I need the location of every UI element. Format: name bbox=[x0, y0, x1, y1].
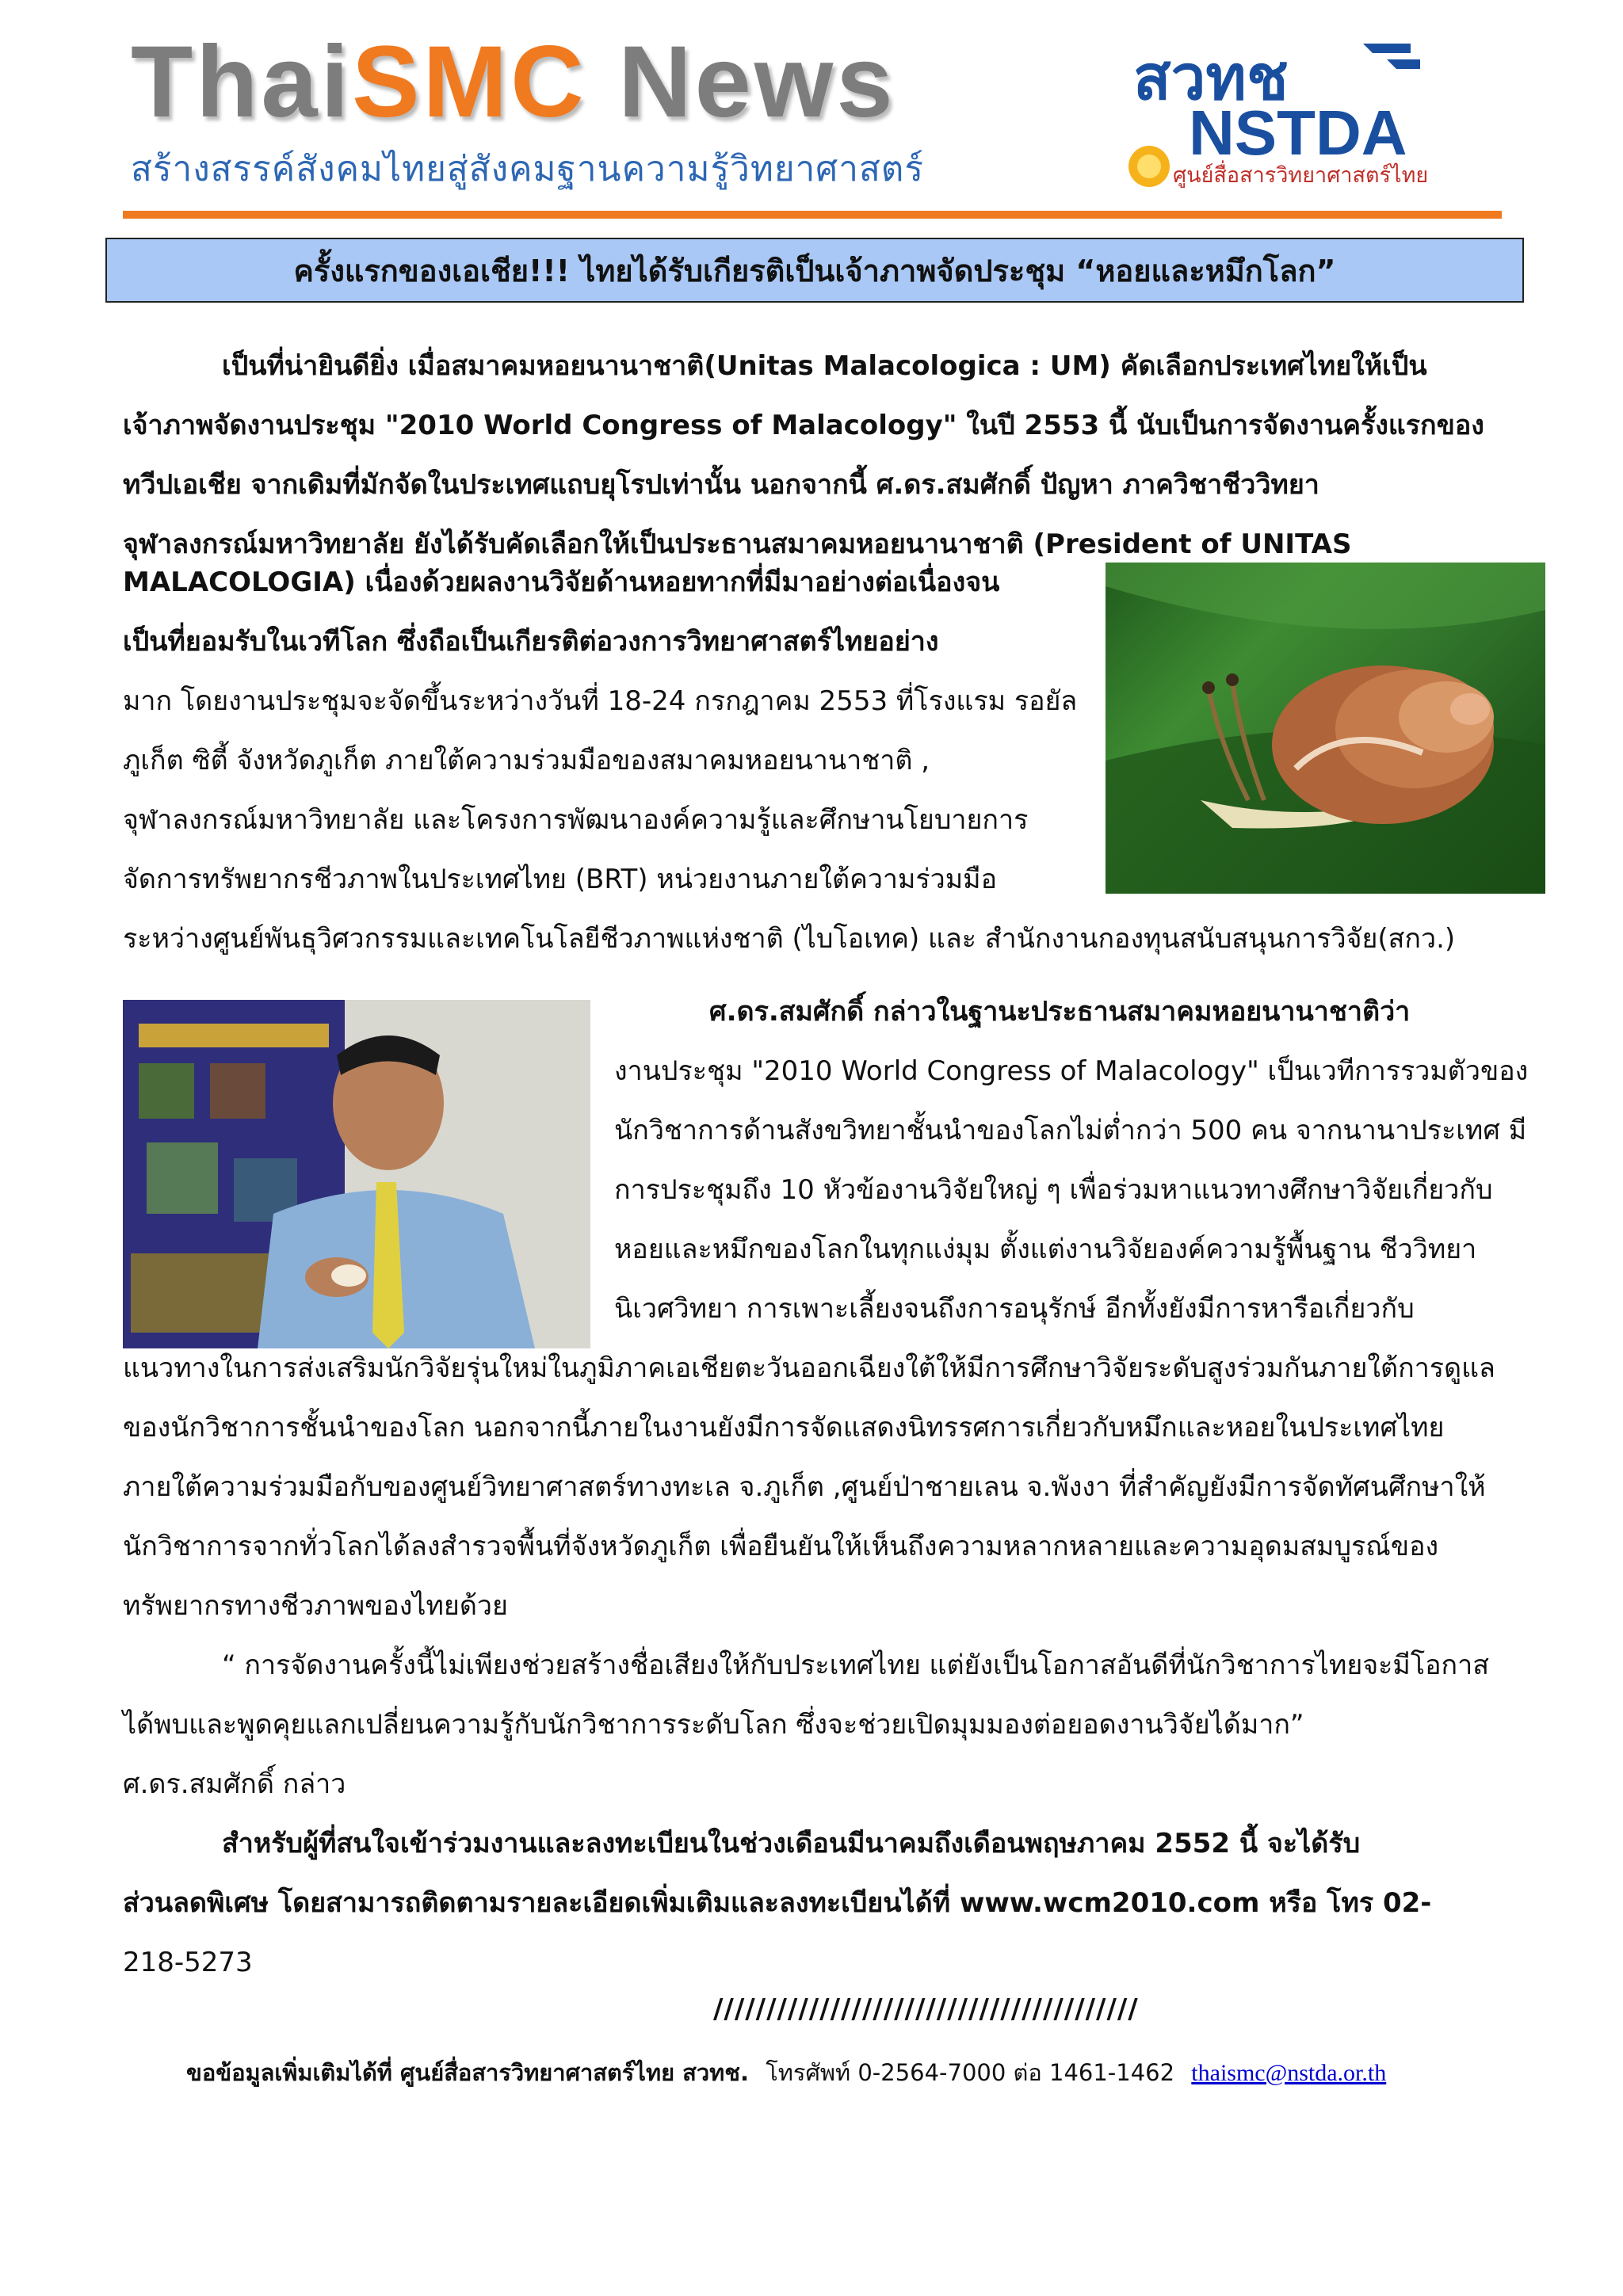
newsletter-logo: ThaiSMC News bbox=[131, 25, 896, 139]
text-line: MALACOLOGIA) เนื่องด้วยผลงานวิจัยด้านหอยทากที่มีมาอย่างต่อเนื่องจน bbox=[123, 566, 1000, 598]
text-line: ส่วนลดพิเศษ โดยสามารถติดตามรายละเอียดเพิ่มเติมและลงทะเบียนได้ที่ www.wcm2010.com หรือ โทร 02- bbox=[123, 1887, 1432, 1919]
text-line: งานประชุม "2010 World Congress of Malacology" เป็นเวทีการรวมตัวของ bbox=[614, 1055, 1529, 1087]
text-line: จุฬาลงกรณ์มหาวิทยาลัย ยังได้รับคัดเลือกให้เป็นประธานสมาคมหอยนานาชาติ (President of UNITAS bbox=[123, 528, 1352, 560]
professor-photo bbox=[123, 1000, 590, 1348]
footer-phone: โทรศัพท์ 0-2564-7000 ต่อ 1461-1462 bbox=[766, 2059, 1175, 2086]
text-line: นักวิชาการจากทั่วโลกได้ลงสำรวจพื้นที่จังหวัดภูเก็ต เพื่อยืนยันให้เห็นถึงความหลากหลายและความอุดมสมบูรณ์ของ bbox=[123, 1531, 1439, 1562]
text-line: เป็นที่ยอมรับในเวทีโลก ซึ่งถือเป็นเกียรติต่อวงการวิทยาศาสตร์ไทยอย่าง bbox=[123, 626, 939, 658]
text-line: เป็นที่น่ายินดียิ่ง เมื่อสมาคมหอยนานาชาติ(Unitas Malacologica : UM) คัดเลือกประเทศไทยให้เป็น bbox=[222, 350, 1427, 382]
paragraph-quote-intro bbox=[614, 982, 1545, 1339]
text-line: แนวทางในการส่งเสริมนักวิจัยรุ่นใหม่ในภูมิภาคเอเชียตะวันออกเฉียงใต้ให้มีการศึกษาวิจัยระดับสูงร่วมกันภายใต้การดูแล bbox=[123, 1352, 1495, 1384]
separator: //////////////////////////////////////// bbox=[713, 1993, 1139, 2025]
text-line: เจ้าภาพจัดงานประชุม "2010 World Congress of Malacology" ในปี 2553 นี้ นับเป็นการจัดงานครั้งแรกของ bbox=[123, 410, 1484, 441]
text-line: นักวิชาการด้านสังขวิทยาชั้นนำของโลกไม่ต่ำกว่า 500 คน จากนานาประเทศ มี bbox=[614, 1115, 1527, 1146]
org-logo-en: NSTDA bbox=[1189, 97, 1407, 168]
article-title: ครั้งแรกของเอเชีย!!! ไทยได้รับเกียรติเป็นเจ้าภาพจัดประชุม “หอยและหมึกโลก” bbox=[105, 238, 1524, 303]
newsletter-tagline: สร้างสรรค์สังคมไทยสู่สังคมฐานความรู้วิทยาศาสตร์ bbox=[131, 149, 925, 189]
nstda-logo bbox=[1125, 36, 1537, 194]
text-line: มาก โดยงานประชุมจะจัดขึ้นระหว่างวันที่ 18-24 กรกฎาคม 2553 ที่โรงแรม รอยัล bbox=[123, 685, 1078, 717]
text-line: นิเวศวิทยา การเพาะเลี้ยงจนถึงการอนุรักษ์ อีกทั้งยังมีการหารือเกี่ยวกับ bbox=[614, 1293, 1415, 1325]
org-logo-sub: ศูนย์สื่อสารวิทยาศาสตร์ไทย bbox=[1173, 163, 1429, 188]
email-link[interactable]: thaismc@nstda.or.th bbox=[1191, 2060, 1387, 2086]
text-line: หอยและหมึกของโลกในทุกแง่มุม ตั้งแต่งานวิจัยองค์ความรู้พื้นฐาน ชีววิทยา bbox=[614, 1234, 1477, 1265]
text-line: ทวีปเอเชีย จากเดิมที่มักจัดในประเทศแถบยุโรปเท่านั้น นอกจากนี้ ศ.ดร.สมศักดิ์ ปัญหา ภาควิชาชีววิทยา bbox=[123, 469, 1319, 501]
paragraph-quote-body bbox=[123, 1339, 1545, 1636]
text-line: ของนักวิชาการชั้นนำของโลก นอกจากนี้ภายในงานยังมีการจัดแสดงนิทรรศการเกี่ยวกับหมึกและหอยในประเทศไทย bbox=[123, 1412, 1445, 1444]
header-divider bbox=[123, 211, 1502, 219]
paragraph-details bbox=[123, 553, 1078, 910]
paragraph-registration bbox=[123, 1814, 1545, 1993]
text-line: ทรัพยากรทางชีวภาพของไทยด้วย bbox=[123, 1590, 508, 1622]
text-line: ระหว่างศูนย์พันธุวิศวกรรมและเทคโนโลยีชีวภาพแห่งชาติ (ไบโอเทค) และ สำนักงานกองทุนสนับสนุนการวิจัย(สกว.) bbox=[123, 923, 1456, 955]
text-line: ภูเก็ต ซิตี้ จังหวัดภูเก็ต ภายใต้ความร่วมมือของสมาคมหอยนานาชาติ , bbox=[123, 745, 930, 776]
text-line: ภายใต้ความร่วมมือกับของศูนย์วิทยาศาสตร์ทางทะเล จ.ภูเก็ต ,ศูนย์ป่าชายเลน จ.พังงา ที่สำคัญยังมีการจัดทัศนศึกษาให้ bbox=[123, 1471, 1486, 1503]
text-line: สำหรับผู้ที่สนใจเข้าร่วมงานและลงทะเบียนในช่วงเดือนมีนาคมถึงเดือนพฤษภาคม 2552 นี้ จะได้รับ bbox=[222, 1828, 1361, 1859]
text-line: จัดการทรัพยากรชีวภาพในประเทศไทย (BRT) หน่วยงานภายใต้ความร่วมมือ bbox=[123, 864, 998, 895]
text-line: ศ.ดร.สมศักดิ์ กล่าวในฐานะประธานสมาคมหอยนานาชาติว่า bbox=[709, 996, 1411, 1028]
footer-contact bbox=[186, 2054, 1386, 2091]
paragraph-details-end bbox=[123, 910, 1545, 969]
snail-photo bbox=[1106, 563, 1545, 894]
paragraph-quote bbox=[123, 1636, 1545, 1814]
org-logo-thai: สวทช bbox=[1133, 43, 1289, 114]
text-line: ได้พบและพูดคุยแลกเปลี่ยนความรู้กับนักวิชาการระดับโลก ซึ่งจะช่วยเปิดมุมมองต่อยอดงานวิจัยได้มาก” bbox=[123, 1709, 1304, 1741]
paragraph-intro bbox=[123, 337, 1545, 574]
text-line: การประชุมถึง 10 หัวข้องานวิจัยใหญ่ ๆ เพื่อร่วมหาแนวทางศึกษาวิจัยเกี่ยวกับ bbox=[614, 1174, 1493, 1206]
footer-prefix: ขอข้อมูลเพิ่มเติมได้ที่ ศูนย์สื่อสารวิทยาศาสตร์ไทย สวทช. bbox=[186, 2059, 749, 2086]
text-line: จุฬาลงกรณ์มหาวิทยาลัย และโครงการพัฒนาองค์ความรู้และศึกษานโยบายการ bbox=[123, 804, 1029, 836]
text-line: “ การจัดงานครั้งนี้ไม่เพียงช่วยสร้างชื่อเสียงให้กับประเทศไทย แต่ยังเป็นโอกาสอันดีที่นักวิชาการไทยจะมีโอกาส bbox=[222, 1650, 1489, 1681]
text-line: 218-5273 bbox=[123, 1947, 253, 1978]
text-line: ศ.ดร.สมศักดิ์ กล่าว bbox=[123, 1768, 346, 1800]
